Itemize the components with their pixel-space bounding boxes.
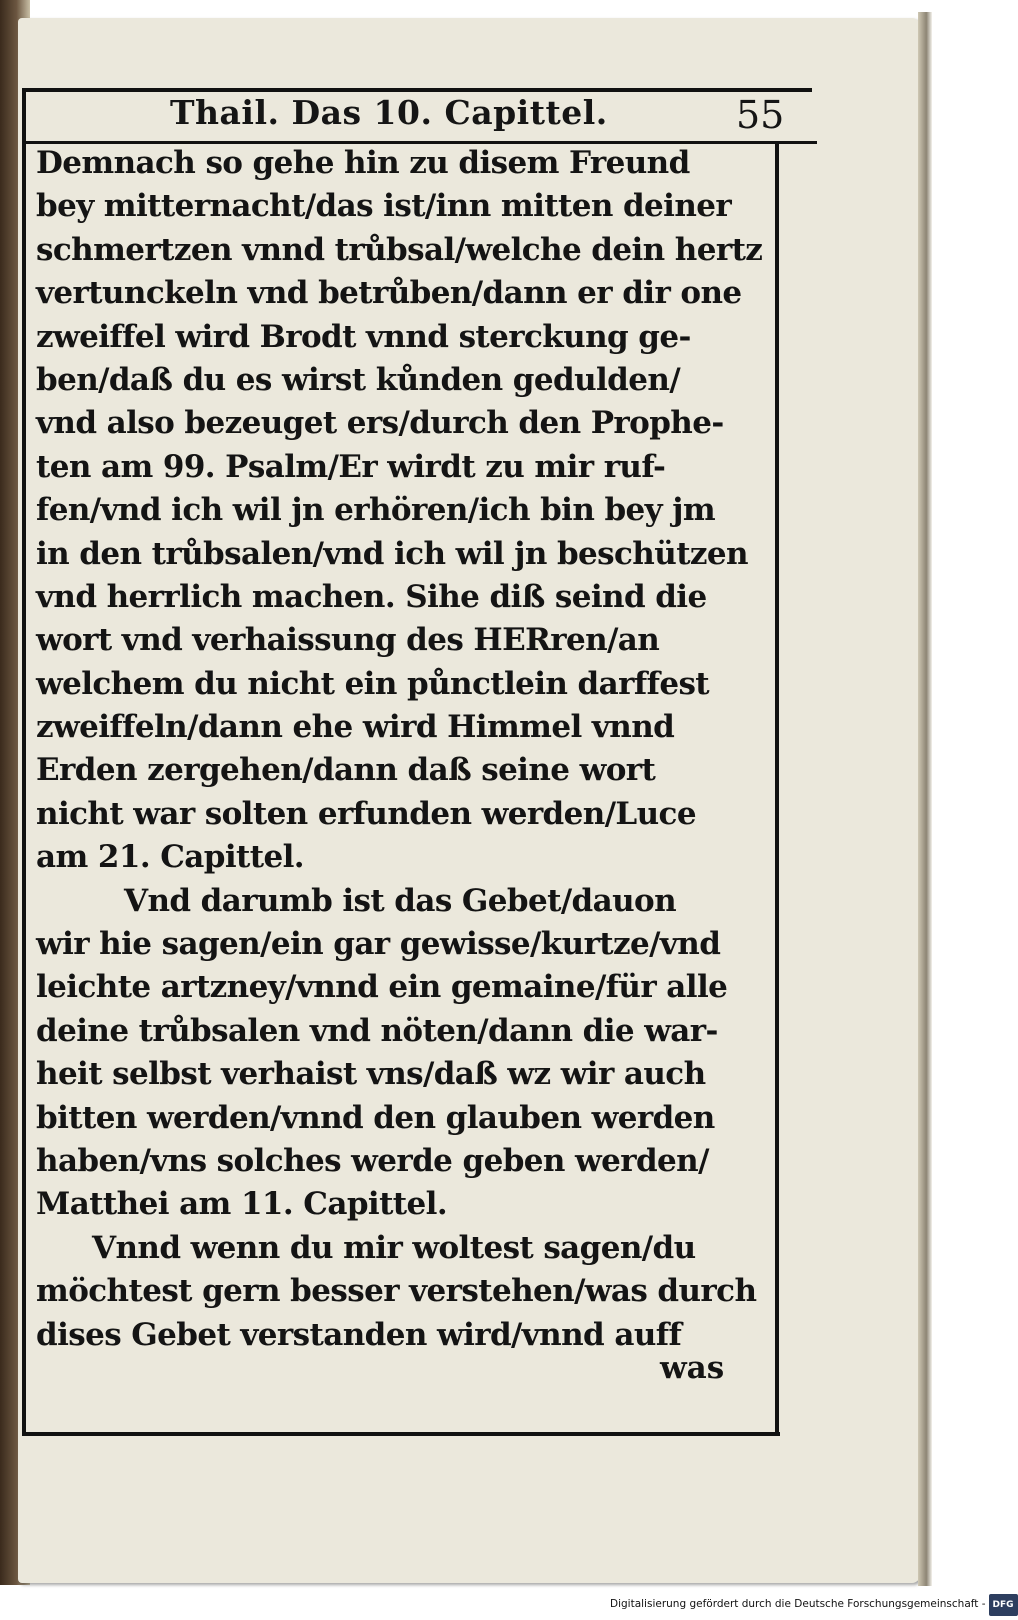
text-line: haben/vns solches werde geben werden/ [36,1142,709,1179]
text-line: bitten werden/vnnd den glauben werden [36,1099,715,1136]
text-line: schmertzen vnnd trůbsal/welche dein hertz [36,231,763,268]
running-head: Thail. Das 10. Capittel. [170,93,608,132]
text-line: wort vnd verhaissung des HERren/an [36,622,660,659]
text-line: leichte artzney/vnnd ein gemaine/für alle [36,969,728,1006]
text-line: Demnach so gehe hin zu disem Freund [36,145,690,181]
catchword: was [660,1350,725,1386]
page-number: 55 [736,93,785,137]
text-line: in den trůbsalen/vnd ich wil jn beschützen [36,535,748,572]
credit-text: Digitalisierung gefördert durch die Deutsche Forschungsgemeinschaft - [610,1598,986,1610]
text-line: heit selbst verhaist vns/daß wz wir auch [36,1056,706,1093]
text-line: fen/vnd ich wil jn erhören/ich bin bey jm [36,492,716,529]
text-line: möchtest gern besser verstehen/was durch [36,1273,757,1310]
frame-right-rule [775,142,779,1436]
frame-bottom-rule [22,1432,780,1436]
text-line: zweiffel wird Brodt vnnd sterckung ge- [36,318,691,355]
page-edge [918,12,932,1586]
text-line: am 21. Capittel. [36,839,304,876]
text-line: vnd also bezeuget ers/durch den Prophe- [36,405,724,442]
text-line: nicht war solten erfunden werden/Luce [36,795,696,832]
text-line: Erden zergehen/dann daß seine wort [36,752,656,789]
text-line: vertunckeln vnd betrůben/dann er dir one [36,275,742,312]
text-line: wir hie sagen/ein gar gewisse/kurtze/vnd [36,926,721,963]
frame-left-rule [22,88,26,1436]
dfg-logo: DFG [989,1594,1018,1616]
paragraph-start-line: Vnd darumb ist das Gebet/dauon [124,882,677,919]
text-line: dises Gebet verstanden wird/vnnd auff [36,1316,682,1353]
text-line: vnd herrlich machen. Sihe diß seind die [36,578,707,615]
text-line: ten am 99. Psalm/Er wirdt zu mir ruf- [36,448,666,485]
paragraph-start-line: Vnnd wenn du mir woltest sagen/du [92,1229,696,1266]
body-text [36,142,763,1357]
text-line: zweiffeln/dann ehe wird Himmel vnnd [36,709,675,746]
text-line: Matthei am 11. Capittel. [36,1186,448,1223]
text-line: deine trůbsalen vnd nöten/dann die war- [36,1012,718,1049]
digitization-credit [610,1594,1014,1614]
text-line: ben/daß du es wirst kůnden gedulden/ [36,361,681,398]
text-line: welchem du nicht ein půnctlein darffest [36,665,710,702]
text-line: bey mitternacht/das ist/inn mitten deiner [36,188,732,225]
